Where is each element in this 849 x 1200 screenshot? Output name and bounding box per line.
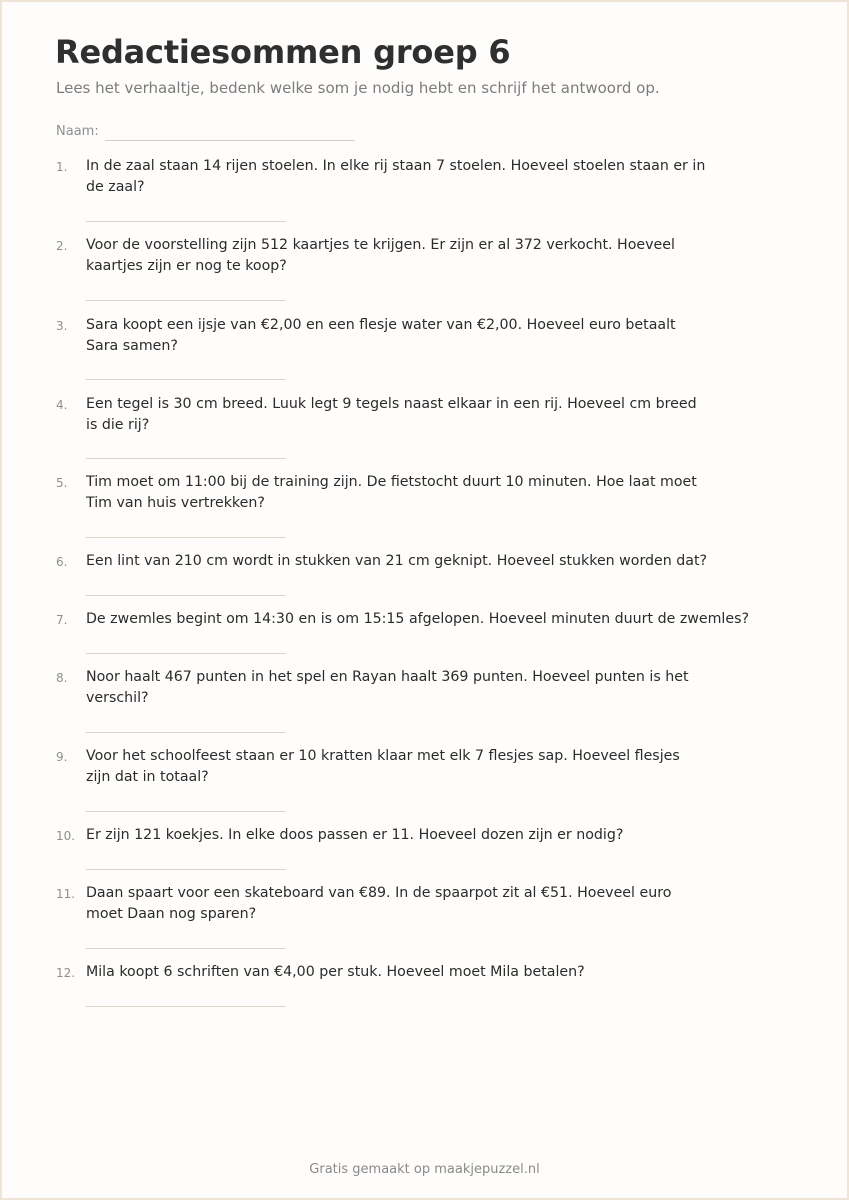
- question-text: Mila koopt 6 schriften van €4,00 per stuk. Hoeveel moet Mila betalen?: [86, 964, 585, 980]
- answer-line[interactable]: [86, 458, 286, 459]
- question-text: Voor het schoolfeest staan er 10 kratten klaar met elk 7 flesjes sap. Hoeveel flesjes zijn dat in totaal?: [86, 748, 680, 785]
- answer-line[interactable]: [86, 595, 286, 596]
- question-number: 9.: [56, 750, 68, 764]
- question-number: 1.: [56, 160, 68, 174]
- question-number: 12.: [56, 966, 76, 980]
- question-text: Sara koopt een ijsje van €2,00 en een flesje water van €2,00. Hoeveel euro betaalt Sara samen?: [86, 317, 676, 354]
- question-text: Tim moet om 11:00 bij de training zijn. De fietstocht duurt 10 minuten. Hoe laat moet Tim van huis vertrekken?: [86, 474, 697, 511]
- question-number: 7.: [56, 613, 68, 627]
- footer-credit: Gratis gemaakt op maakjepuzzel.nl: [309, 1162, 540, 1177]
- question-number: 4.: [56, 398, 68, 412]
- answer-line[interactable]: [86, 537, 286, 538]
- question-number: 10.: [56, 829, 76, 843]
- answer-line[interactable]: [86, 221, 286, 222]
- answer-line[interactable]: [86, 653, 286, 654]
- name-field-line[interactable]: [105, 140, 355, 141]
- question-number: 6.: [56, 555, 68, 569]
- name-label: Naam:: [56, 124, 99, 139]
- answer-line[interactable]: [86, 811, 286, 812]
- page-title: Redactiesommen groep 6: [55, 33, 511, 71]
- question-text: Een lint van 210 cm wordt in stukken van 21 cm geknipt. Hoeveel stukken worden dat?: [86, 553, 708, 569]
- instructions: Lees het verhaaltje, bedenk welke som je nodig hebt en schrijf het antwoord op.: [56, 79, 660, 97]
- question-number: 5.: [56, 476, 68, 490]
- answer-line[interactable]: [86, 948, 286, 949]
- question-text: Er zijn 121 koekjes. In elke doos passen er 11. Hoeveel dozen zijn er nodig?: [86, 827, 624, 843]
- question-text: Voor de voorstelling zijn 512 kaartjes te krijgen. Er zijn er al 372 verkocht. Hoeveel kaartjes zijn er nog te koop?: [86, 237, 675, 274]
- question-text: In de zaal staan 14 rijen stoelen. In elke rij staan 7 stoelen. Hoeveel stoelen staan er in de zaal?: [86, 158, 706, 195]
- question-number: 8.: [56, 671, 68, 685]
- question-text: De zwemles begint om 14:30 en is om 15:15 afgelopen. Hoeveel minuten duurt de zwemles?: [86, 611, 750, 627]
- question-number: 3.: [56, 319, 68, 333]
- question-text: Een tegel is 30 cm breed. Luuk legt 9 tegels naast elkaar in een rij. Hoeveel cm breed is die rij?: [86, 396, 697, 433]
- answer-line[interactable]: [86, 300, 286, 301]
- question-number: 11.: [56, 887, 76, 901]
- question-text: Noor haalt 467 punten in het spel en Rayan haalt 369 punten. Hoeveel punten is het verschil?: [86, 669, 689, 706]
- question-text: Daan spaart voor een skateboard van €89. In de spaarpot zit al €51. Hoeveel euro moet Daan nog sparen?: [86, 885, 672, 922]
- answer-line[interactable]: [86, 869, 286, 870]
- question-number: 2.: [56, 239, 68, 253]
- answer-line[interactable]: [86, 1006, 286, 1007]
- answer-line[interactable]: [86, 732, 286, 733]
- answer-line[interactable]: [86, 379, 286, 380]
